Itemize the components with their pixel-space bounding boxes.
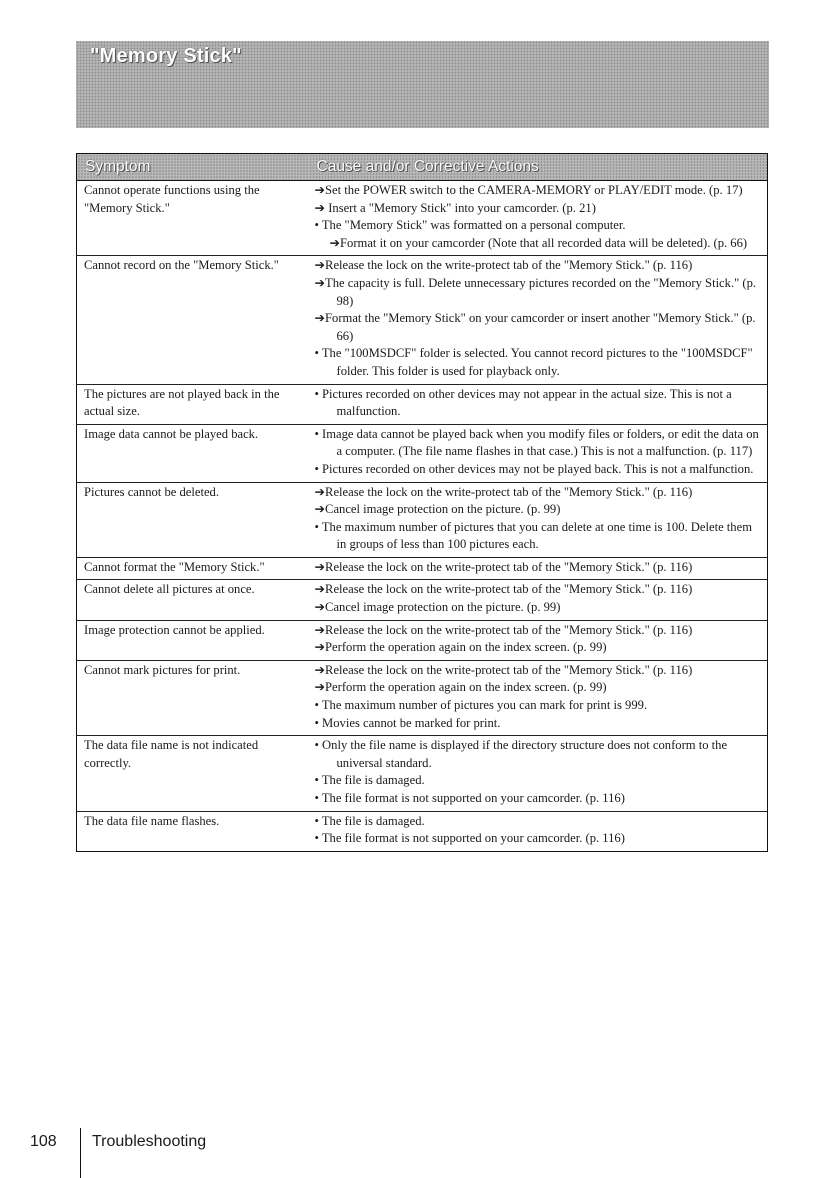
action-line: ➔Release the lock on the write-protect tab of the "Memory Stick." (p. 116) [314, 258, 693, 273]
actions-cell [309, 620, 768, 660]
actions-cell [309, 482, 768, 557]
symptom-cell: The pictures are not played back in the actual size. [77, 384, 309, 424]
page-number: 108 [30, 1133, 57, 1150]
section-banner [76, 41, 769, 128]
symptom-cell: The data file name is not indicated correctly. [77, 736, 309, 811]
actions-cell [309, 384, 768, 424]
actions-cell [309, 256, 768, 384]
action-line: ➔Release the lock on the write-protect tab of the "Memory Stick." (p. 116) [314, 662, 693, 677]
footer-divider [80, 1128, 81, 1178]
table-row [77, 557, 768, 580]
symptom-cell: The data file name flashes. [77, 811, 309, 851]
action-line: • Pictures recorded on other devices may not be played back. This is not a malfunction. [314, 461, 754, 476]
action-line: • Image data cannot be played back when you modify files or folders, or edit the data on a computer. (The file name flashes in that case.) This is not a malfunction. (p. 117) [314, 426, 759, 459]
symptom-cell: Cannot format the "Memory Stick." [77, 557, 309, 580]
action-line: • The file is damaged. [314, 773, 425, 788]
symptom-cell: Image protection cannot be applied. [77, 620, 309, 660]
action-line: • The file is damaged. [314, 813, 425, 828]
symptom-cell: Cannot mark pictures for print. [77, 660, 309, 735]
action-line: • The file format is not supported on your camcorder. (p. 116) [314, 791, 625, 805]
symptom-cell: Cannot operate functions using the "Memory Stick." [77, 181, 309, 256]
actions-cell [309, 811, 768, 851]
table-row [77, 811, 768, 851]
action-line: ➔ Insert a "Memory Stick" into your camcorder. (p. 21) [314, 200, 596, 215]
table-row [77, 384, 768, 424]
actions-cell [309, 660, 768, 735]
table-row [77, 424, 768, 482]
action-line: • Movies cannot be marked for print. [314, 715, 501, 730]
table-header-row [77, 154, 768, 181]
action-line: ➔Release the lock on the write-protect tab of the "Memory Stick." (p. 116) [314, 582, 693, 597]
table-row [77, 620, 768, 660]
symptom-cell: Pictures cannot be deleted. [77, 482, 309, 557]
symptom-cell: Image data cannot be played back. [77, 424, 309, 482]
page-title: "Memory Stick" [90, 45, 242, 67]
table-row [77, 256, 768, 384]
table-row [77, 736, 768, 811]
action-line: • Pictures recorded on other devices may not appear in the actual size. This is not a malfunction. [314, 386, 732, 419]
action-line: • The "Memory Stick" was formatted on a personal computer. [314, 218, 626, 233]
actions-cell [309, 580, 768, 620]
table-row [77, 660, 768, 735]
action-line: ➔Cancel image protection on the picture. (p. 99) [314, 502, 561, 517]
actions-cell [309, 424, 768, 482]
actions-cell [309, 736, 768, 811]
section-label: Troubleshooting [92, 1133, 207, 1150]
actions-cell [309, 181, 768, 256]
action-line: ➔Perform the operation again on the index screen. (p. 99) [314, 680, 607, 695]
action-line: ➔Release the lock on the write-protect tab of the "Memory Stick." (p. 116) [314, 484, 693, 499]
action-line: ➔Cancel image protection on the picture. (p. 99) [314, 600, 561, 615]
action-line: ➔Release the lock on the write-protect tab of the "Memory Stick." (p. 116) [314, 559, 693, 574]
action-line: • The "100MSDCF" folder is selected. You cannot record pictures to the "100MSDCF" folder. This folder is used for playback only. [314, 346, 753, 378]
symptom-cell: Cannot record on the "Memory Stick." [77, 256, 309, 384]
header-cause: Cause and/or Corrective Actions [309, 154, 768, 181]
action-line: • Only the file name is displayed if the directory structure does not conform to the universal standard. [314, 738, 728, 770]
action-line: • The maximum number of pictures that you can delete at one time is 100. Delete them in groups of less than 100 pictures each. [314, 519, 752, 552]
action-line: ➔Format it on your camcorder (Note that all recorded data will be deleted). (p. 66) [329, 235, 748, 250]
action-line: ➔Set the POWER switch to the CAMERA-MEMORY or PLAY/EDIT mode. (p. 17) [314, 183, 743, 197]
table-row [77, 482, 768, 557]
table-row [77, 580, 768, 620]
troubleshooting-table [76, 153, 768, 852]
action-line: ➔Perform the operation again on the index screen. (p. 99) [314, 640, 607, 655]
action-line: • The file format is not supported on your camcorder. (p. 116) [314, 831, 625, 846]
action-line: • The maximum number of pictures you can mark for print is 999. [314, 698, 648, 713]
symptom-cell: Cannot delete all pictures at once. [77, 580, 309, 620]
action-line: ➔Format the "Memory Stick" on your camcorder or insert another "Memory Stick." (p. 66) [314, 311, 756, 343]
header-symptom: Symptom [77, 154, 309, 181]
actions-cell [309, 557, 768, 580]
action-line: ➔Release the lock on the write-protect tab of the "Memory Stick." (p. 116) [314, 622, 693, 637]
table-row [77, 181, 768, 256]
action-line: ➔The capacity is full. Delete unnecessary pictures recorded on the "Memory Stick." (p. 98) [314, 275, 757, 308]
